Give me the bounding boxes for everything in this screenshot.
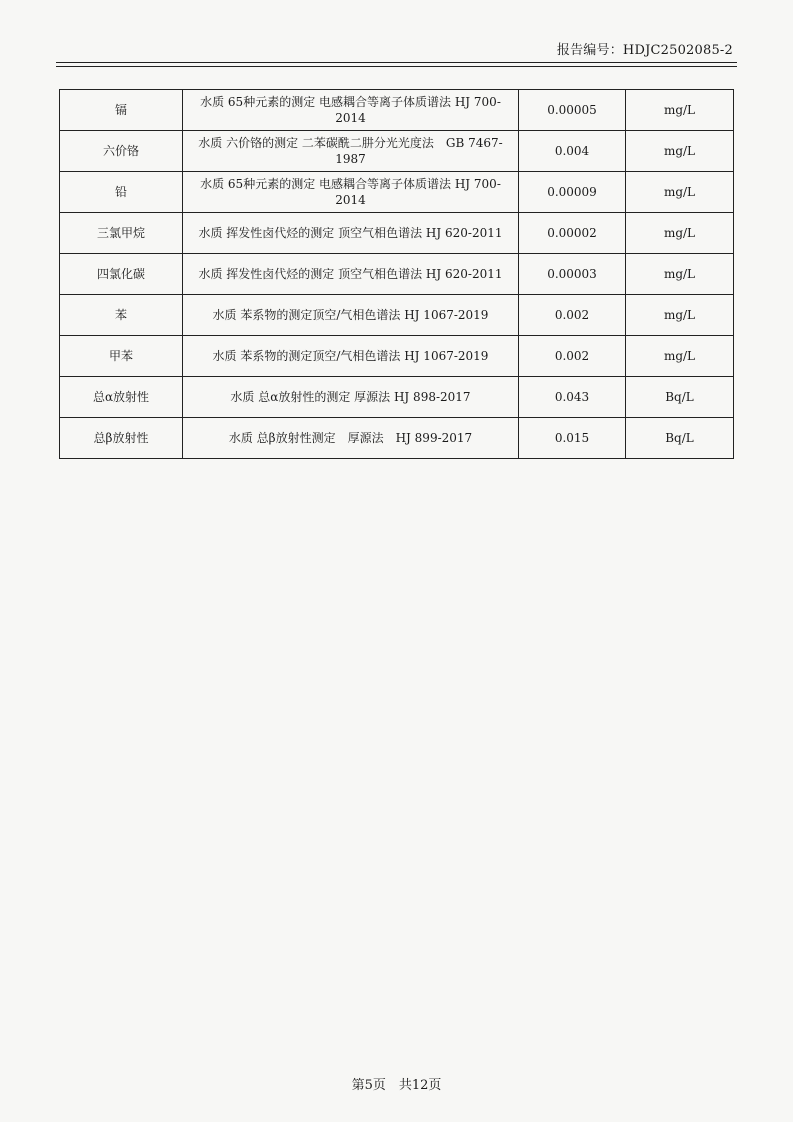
table-row — [60, 295, 734, 336]
unit-cell: mg/L — [626, 172, 734, 213]
method-cell: 水质 总β放射性测定 厚源法 HJ 899-2017 — [183, 418, 519, 459]
item-name: 镉 — [60, 90, 183, 131]
unit-cell: mg/L — [626, 295, 734, 336]
method-cell: 水质 65种元素的测定 电感耦合等离子体质谱法 HJ 700-2014 — [183, 172, 519, 213]
unit-cell: mg/L — [626, 336, 734, 377]
header-rule-bottom — [56, 66, 737, 67]
unit-cell: mg/L — [626, 254, 734, 295]
unit-cell: Bq/L — [626, 377, 734, 418]
detection-limit-cell: 0.00009 — [519, 172, 626, 213]
detection-limit-table — [59, 89, 734, 459]
report-number: 报告编号：HDJC2502085-2 — [556, 43, 733, 58]
table-row — [60, 418, 734, 459]
item-name: 四氯化碳 — [60, 254, 183, 295]
table-row — [60, 213, 734, 254]
detection-limit-cell: 0.00003 — [519, 254, 626, 295]
detection-limit-cell: 0.043 — [519, 377, 626, 418]
unit-cell: mg/L — [626, 90, 734, 131]
table-row — [60, 254, 734, 295]
detection-limit-cell: 0.00005 — [519, 90, 626, 131]
item-name: 三氯甲烷 — [60, 213, 183, 254]
method-cell: 水质 苯系物的测定顶空/气相色谱法 HJ 1067-2019 — [183, 336, 519, 377]
page-number: 第5页 共12页 — [351, 1078, 442, 1093]
item-name: 总β放射性 — [60, 418, 183, 459]
table-row — [60, 131, 734, 172]
method-cell: 水质 总α放射性的测定 厚源法 HJ 898-2017 — [183, 377, 519, 418]
unit-cell: mg/L — [626, 213, 734, 254]
item-name: 甲苯 — [60, 336, 183, 377]
detection-limit-cell: 0.002 — [519, 336, 626, 377]
header-rule-top — [56, 62, 737, 63]
unit-cell: Bq/L — [626, 418, 734, 459]
method-cell: 水质 六价铬的测定 二苯碳酰二肼分光光度法 GB 7467-1987 — [183, 131, 519, 172]
table-row — [60, 90, 734, 131]
item-name: 苯 — [60, 295, 183, 336]
item-name: 六价铬 — [60, 131, 183, 172]
table-row — [60, 172, 734, 213]
method-cell: 水质 65种元素的测定 电感耦合等离子体质谱法 HJ 700-2014 — [183, 90, 519, 131]
unit-cell: mg/L — [626, 131, 734, 172]
item-name: 总α放射性 — [60, 377, 183, 418]
detection-limit-cell: 0.004 — [519, 131, 626, 172]
table-row — [60, 377, 734, 418]
method-cell: 水质 挥发性卤代烃的测定 顶空气相色谱法 HJ 620-2011 — [183, 213, 519, 254]
table-row — [60, 336, 734, 377]
detection-limit-cell: 0.00002 — [519, 213, 626, 254]
item-name: 铅 — [60, 172, 183, 213]
detection-limit-cell: 0.015 — [519, 418, 626, 459]
method-cell: 水质 挥发性卤代烃的测定 顶空气相色谱法 HJ 620-2011 — [183, 254, 519, 295]
method-cell: 水质 苯系物的测定顶空/气相色谱法 HJ 1067-2019 — [183, 295, 519, 336]
detection-limit-cell: 0.002 — [519, 295, 626, 336]
